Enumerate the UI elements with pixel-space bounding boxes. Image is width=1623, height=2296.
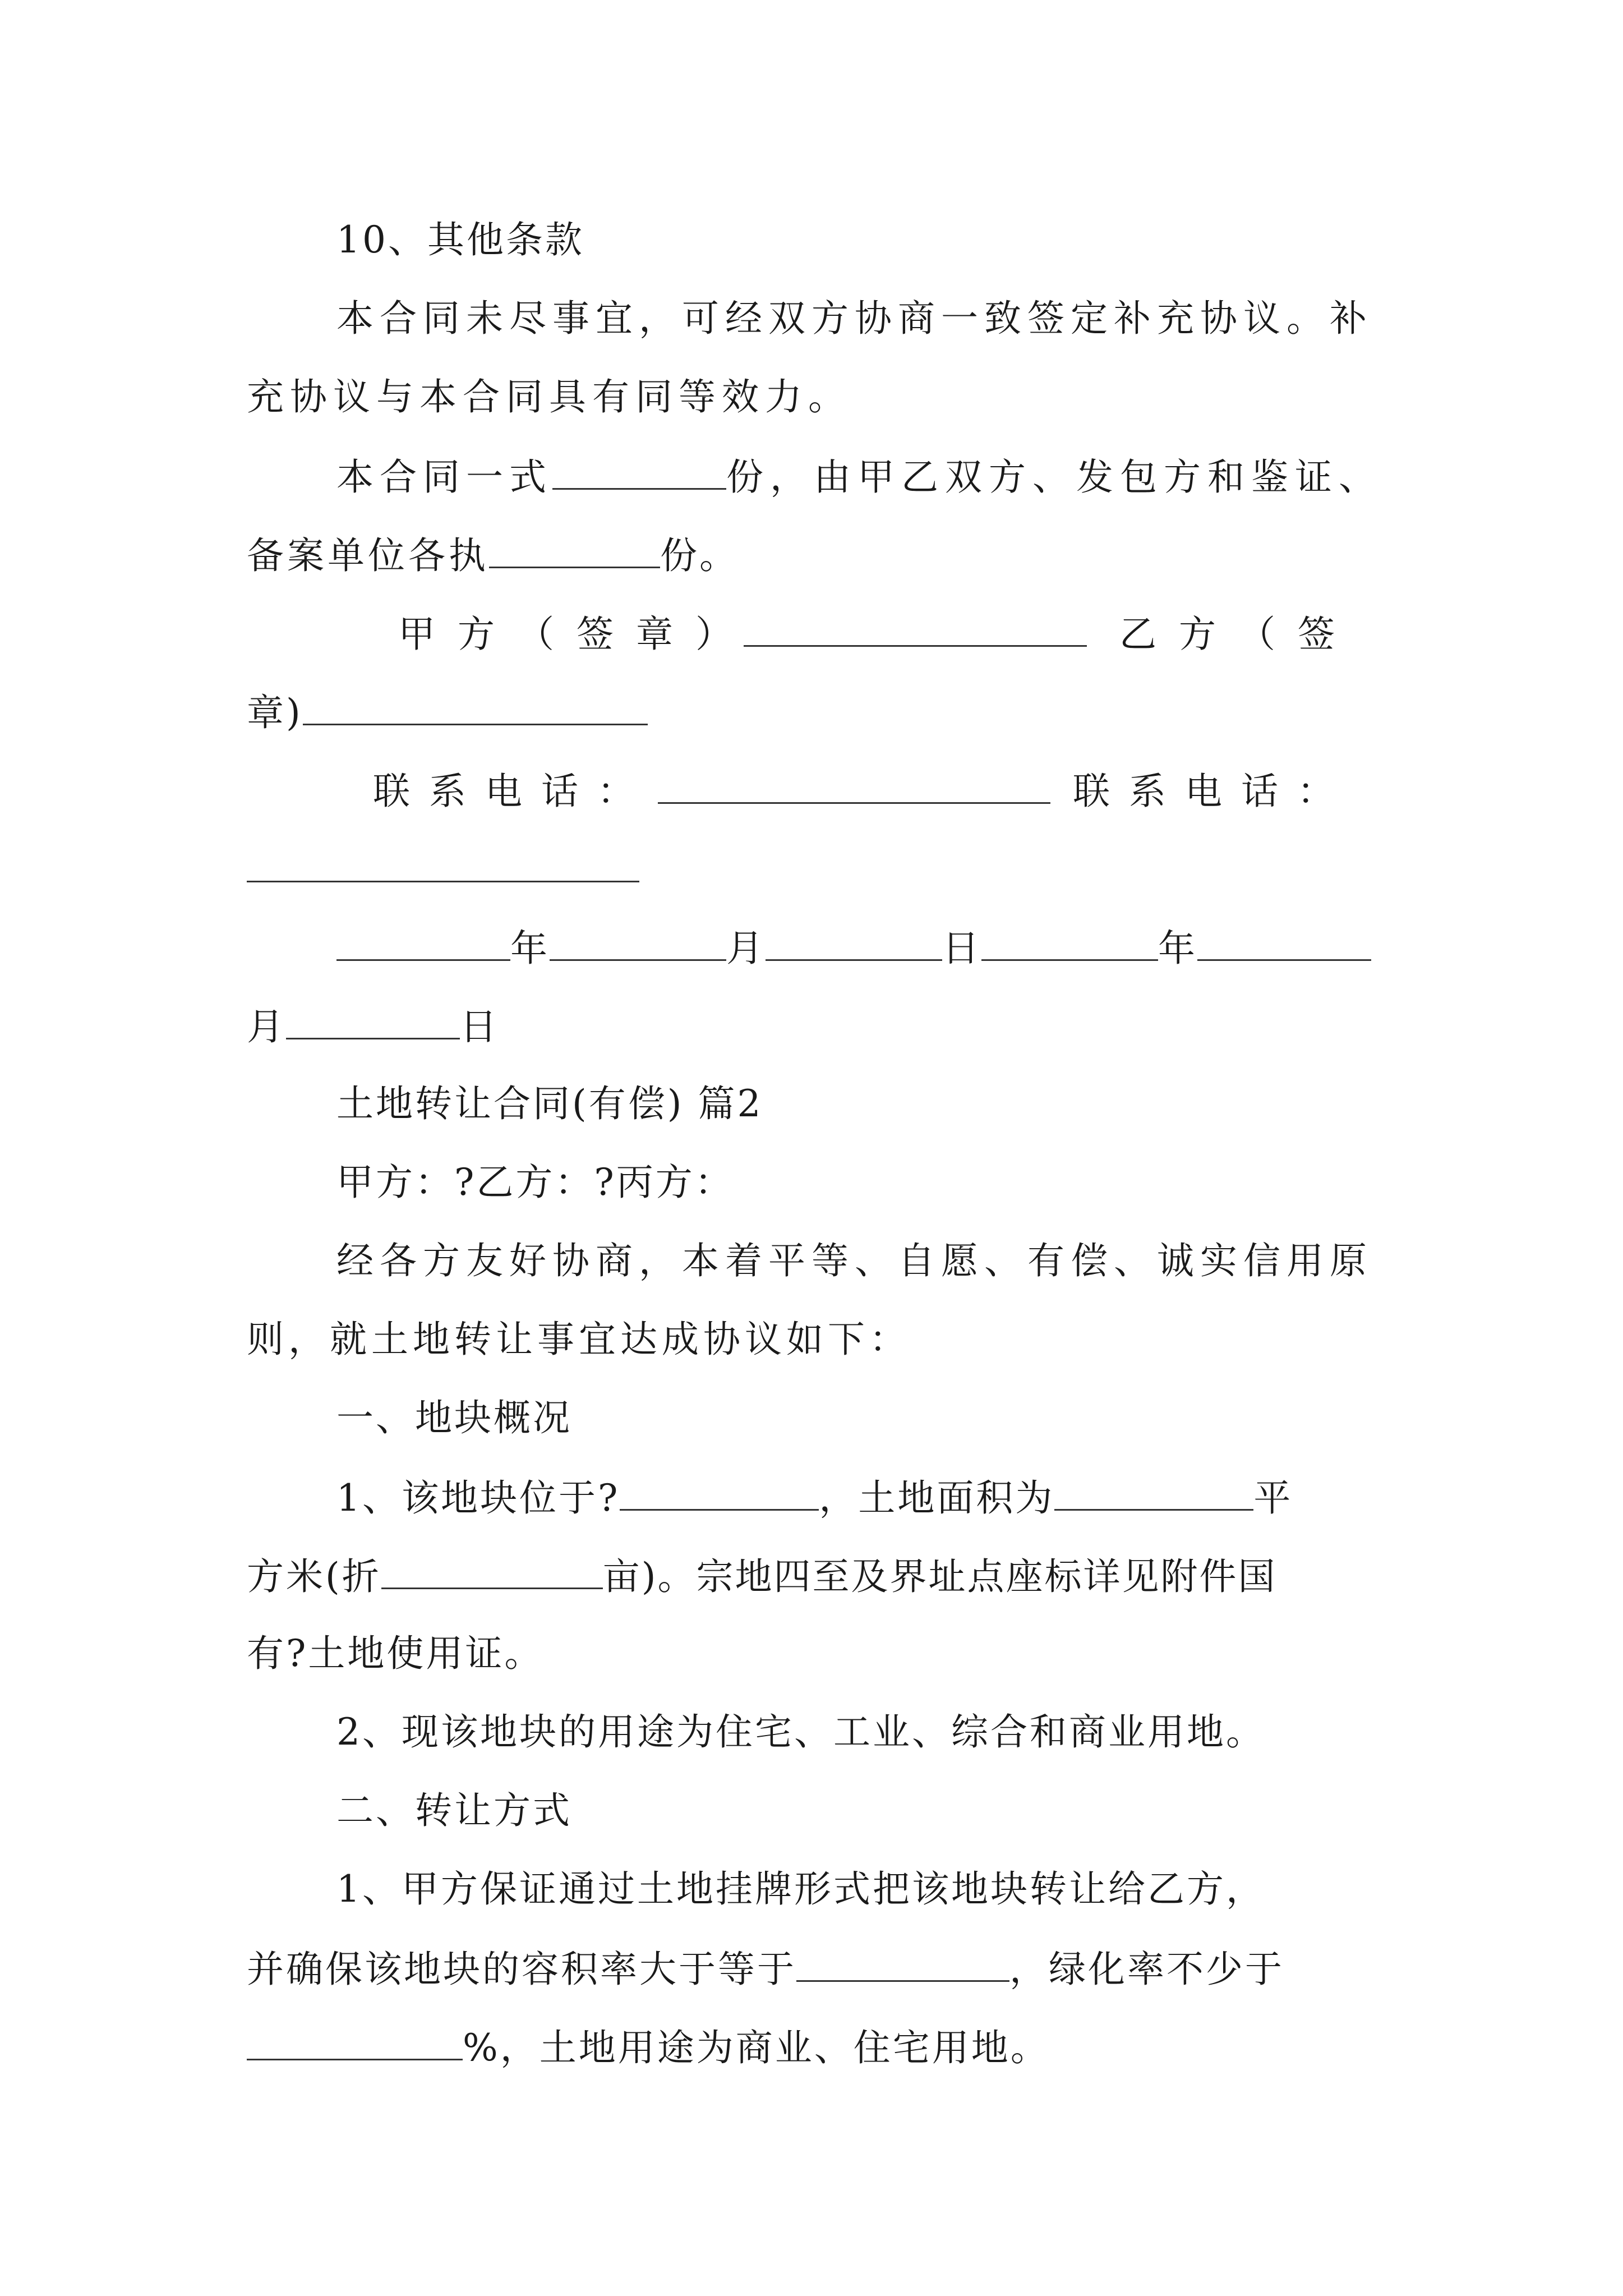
parties-line: [336, 1160, 734, 1205]
text: 亩)。宗地四至及界址点座标详见附件国: [602, 1555, 1277, 1598]
paragraph-line: [247, 2024, 1050, 2069]
blank-field: [336, 924, 510, 961]
text: 10、其他条款: [336, 218, 584, 261]
text: %，土地用途为商业、住宅用地。: [463, 2026, 1050, 2069]
blank-field: [766, 924, 942, 961]
party-b-phone-label: 联系电话：: [1073, 770, 1353, 813]
paragraph-line: [247, 1631, 543, 1676]
text: 备案单位各执: [247, 534, 489, 577]
text: 并确保该地块的容积率大于等于: [247, 1948, 796, 1991]
text: 本合同未尽事宜，可经双方协商一致签定补充协议。补: [336, 297, 1373, 340]
party-a-phone-label: 联系电话：: [373, 770, 653, 813]
text: 有?土地使用证。: [247, 1632, 544, 1675]
text: 充协议与本合同具有同等效力。: [247, 375, 851, 418]
blank-field: [744, 610, 1087, 647]
copies-line: [336, 453, 1382, 498]
date-line: [247, 1003, 499, 1048]
party-a-signature-label: 甲方（签章）: [398, 613, 755, 656]
blank-field: [620, 1474, 819, 1511]
text: 月: [726, 927, 766, 970]
blank-field: [489, 532, 660, 568]
blank-field: [658, 767, 1050, 804]
text: 本合同一式: [336, 455, 552, 499]
blank-field: [247, 846, 639, 882]
text: ，绿化率不少于: [1009, 1948, 1284, 1991]
text: 份。: [660, 534, 739, 577]
blank-field: [550, 924, 726, 961]
text: 二、转让方式: [336, 1789, 572, 1832]
signature-line: [398, 610, 1357, 655]
text: 年: [1158, 927, 1197, 970]
text: 日: [460, 1005, 499, 1048]
paragraph-line: [247, 1317, 911, 1362]
paragraph-line: [247, 1945, 1284, 1990]
text: 一、地块概况: [336, 1396, 572, 1439]
blank-field: [286, 1003, 460, 1039]
blank-field: [981, 924, 1158, 961]
phone-line: [373, 767, 1353, 812]
blank-field: [247, 2024, 463, 2060]
date-line: [336, 924, 1371, 969]
paragraph-line: [336, 1474, 1293, 1519]
copies-line: [247, 532, 739, 577]
text: 份，由甲乙双方、发包方和鉴证、: [726, 455, 1382, 499]
text: 2、现该地块的用途为住宅、工业、综合和商业用地。: [336, 1710, 1265, 1754]
text: 经各方友好协商，本着平等、自愿、有偿、诚实信用原: [336, 1239, 1373, 1282]
blank-field: [1197, 924, 1371, 961]
text: 则，就土地转让事宜达成协议如下：: [247, 1318, 911, 1361]
text: 1、甲方保证通过土地挂牌形式把该地块转让给乙方，: [336, 1867, 1265, 1911]
paragraph-line: [336, 1867, 1265, 1912]
phone-blank-line: [247, 846, 639, 891]
blank-field: [552, 453, 726, 490]
text: 日: [942, 927, 981, 970]
signature-line: [247, 689, 648, 734]
blank-field: [381, 1553, 603, 1589]
paragraph-line: [336, 296, 1373, 341]
text: 方米(折: [247, 1555, 381, 1598]
blank-field: [796, 1945, 1009, 1982]
text: ，土地面积为: [819, 1476, 1055, 1520]
section-title: [336, 1082, 763, 1126]
paragraph-line: [247, 375, 851, 420]
text: 月: [247, 1005, 286, 1048]
paragraph-line: [336, 1710, 1265, 1755]
text: 土地转让合同(有偿) 篇2: [336, 1082, 763, 1125]
text: 年: [510, 927, 550, 970]
text: 1、该地块位于?: [336, 1476, 620, 1520]
text: 甲方：?乙方：?丙方：: [336, 1161, 734, 1204]
text: 平: [1253, 1476, 1293, 1520]
section-heading: [336, 1396, 572, 1441]
party-b-signature-label: 乙方（签: [1119, 613, 1357, 656]
text: 章): [247, 691, 303, 734]
clause-10-heading: [336, 218, 584, 263]
blank-field: [303, 689, 648, 725]
section-heading: [336, 1788, 572, 1833]
paragraph-line: [336, 1239, 1373, 1283]
paragraph-line: [247, 1553, 1277, 1598]
blank-field: [1054, 1474, 1253, 1511]
